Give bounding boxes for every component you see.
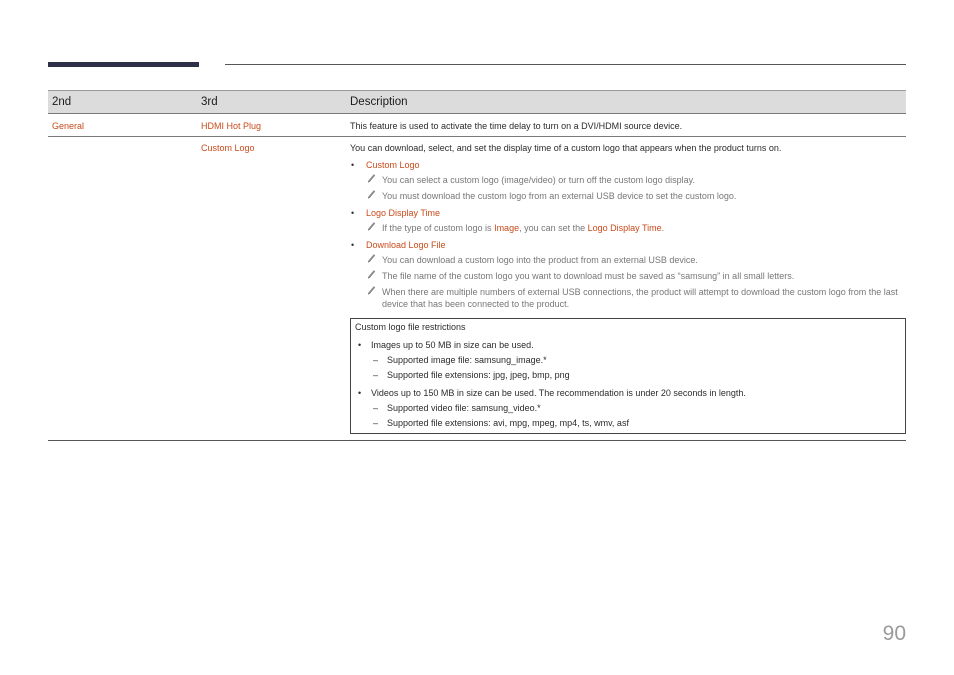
header-2nd: 2nd [52,96,72,108]
pencil-note-icon [367,221,377,231]
header-3rd: 3rd [201,96,218,108]
pencil-note-icon [367,285,377,295]
custom-logo-item[interactable]: • Custom Logo [350,160,906,171]
note [350,286,906,310]
table-header [48,90,906,114]
header-description: Description [350,96,408,108]
note-text: You can download a custom logo into the product from an external USB device. [382,255,698,265]
note-text: . [661,223,665,233]
page-number: 90 [882,622,906,645]
note [350,254,906,266]
note-text: The file name of the custom logo you want to download must be saved as “samsung” in all small letters. [382,271,795,281]
table-row [48,137,906,441]
download-logo-file-item[interactable]: • Download Logo File [350,240,906,251]
table-row [48,114,906,137]
restriction-item: • Videos up to 150 MB in size can be used. The recommendation is under 20 seconds in length. [355,387,901,399]
hdmi-hot-plug-link[interactable]: HDMI Hot Plug [201,121,262,131]
note-text: You can select a custom logo (image/video) or turn off the custom logo display. [382,175,696,185]
restriction-sub-item: – Supported file extensions: avi, mpg, mpeg, mp4, ts, wmv, asf [355,417,901,429]
pencil-note-icon [367,253,377,263]
note-text: When there are multiple numbers of external USB connections, the product will attempt to download the custom logo from the last device that has been connected to the product. [382,287,898,309]
image-link[interactable]: Image [494,223,520,233]
section-accent-bar [48,62,199,67]
restriction-sub-item: – Supported video file: samsung_video.* [355,402,901,414]
note [350,270,906,282]
hdmi-hot-plug-description: This feature is used to activate the time delay to turn on a DVI/HDMI source device. [350,121,683,131]
note-text: You must download the custom logo from an external USB device to set the custom logo. [382,191,737,201]
custom-logo-description: You can download, select, and set the display time of a custom logo that appears when the product turns on. [350,143,782,153]
pencil-note-icon [367,173,377,183]
logo-display-time-link[interactable]: Logo Display Time [587,223,662,233]
note [350,174,906,186]
pencil-note-icon [367,269,377,279]
note-text: If the type of custom logo is [382,223,495,233]
restriction-sub-item: – Supported image file: samsung_image.* [355,354,901,366]
restriction-sub-item: – Supported file extensions: jpg, jpeg, bmp, png [355,369,901,381]
restrictions-box [350,318,906,434]
note [350,222,906,234]
logo-display-time-item[interactable]: • Logo Display Time [350,208,906,219]
note-text: , you can set the [519,223,588,233]
header-rule [225,64,906,65]
restriction-item: • Images up to 50 MB in size can be used. [355,339,901,351]
general-link[interactable]: General [52,121,85,131]
pencil-note-icon [367,189,377,199]
restrictions-title: Custom logo file restrictions [355,322,466,332]
settings-table [48,90,906,441]
note [350,190,906,202]
custom-logo-link[interactable]: Custom Logo [201,143,255,153]
